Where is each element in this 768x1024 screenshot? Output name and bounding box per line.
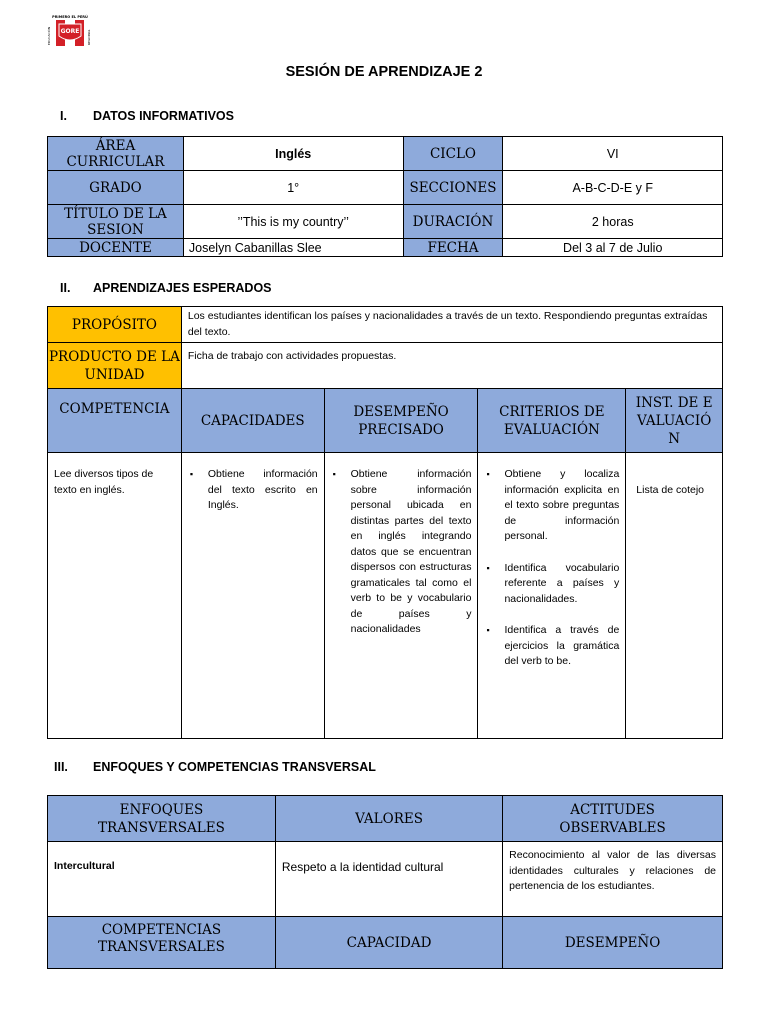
header-desempeno: DESEMPEÑO PRECISADO [324,389,478,453]
enfoque-text: Intercultural [48,842,276,917]
logo [47,14,93,50]
section3-heading [54,760,376,774]
docente-value: Joselyn Cabanillas Slee [183,239,403,257]
instrumento-text: Lista de cotejo [626,453,723,739]
section1-heading [60,109,234,123]
proposito-text: Los estudiantes identifican los países y nacionalidades a través de un texto. Respondiendo preguntas extraídas del texto. [181,307,722,343]
header-capacidad: CAPACIDAD [275,917,502,969]
header-valores: VALORES [275,796,502,842]
duracion-label: DURACIÓN [403,205,503,239]
section2-number: II. [60,281,71,295]
criterio-item: ▪ Identifica vocabulario referente a países y nacionalidades. [482,561,619,608]
titulo-label: TÍTULO DE LA SESION [48,205,184,239]
datos-table [47,136,723,257]
section2-title: APRENDIZAJES ESPERADOS [93,281,272,295]
logo-top-text: PRIMERO EL PERÚ [52,15,88,19]
actitud-text: Reconocimiento al valor de las diversas identidades culturales y relaciones de pertenencia de los estudiantes. [503,842,723,917]
ciclo-value: VI [503,137,723,171]
proposito-label: PROPÓSITO [48,307,182,343]
grado-value: 1° [183,171,403,205]
criterios-list [482,467,619,670]
fecha-label: FECHA [403,239,503,257]
duracion-value: 2 horas [503,205,723,239]
criterio-item: ▪ Obtiene y localiza información explicita en el texto sobre preguntas de información personal. [482,467,619,545]
capacidad-list [186,467,318,514]
docente-label: DOCENTE [48,239,184,257]
grado-label: GRADO [48,171,184,205]
competencia-text: Lee diversos tipos de texto en inglés. [48,453,182,739]
section2-heading [60,281,272,295]
capacidad-item: ▪ Obtiene información del texto escrito en Inglés. [186,467,318,514]
valor-text: Respeto a la identidad cultural [275,842,502,917]
page-title: SESIÓN DE APRENDIZAJE 2 [285,64,483,80]
header-actitudes: ACTITUDES OBSERVABLES [503,796,723,842]
header-enfoques: ENFOQUES TRANSVERSALES [48,796,276,842]
header-instrumento: INST. DE EVALUACIÓN [626,389,723,453]
aprendizajes-table [47,306,723,739]
desempeno-list [329,467,472,638]
section1-title: DATOS INFORMATIVOS [93,109,234,123]
logo-side-right: REGIONAL [87,29,91,45]
fecha-value: Del 3 al 7 de Julio [503,239,723,257]
ciclo-label: CICLO [403,137,503,171]
enfoques-table [47,795,723,969]
desempeno-item: ▪ Obtiene información sobre información personal ubicada en distintas partes del texto en inglés integrando datos que se encuentran dispersos con estructuras gramaticales tal como el verb to be y vocabulario de países y nacionalidades [329,467,472,638]
area-label: ÁREA CURRICULAR [48,137,184,171]
header-competencias-transversales: COMPETENCIAS TRANSVERSALES [48,917,276,969]
criterio-item: ▪ Identifica a través de ejercicios la gramática del verb to be. [482,623,619,670]
header-desempeno-transversal: DESEMPEÑO [503,917,723,969]
header-criterios: CRITERIOS DE EVALUACIÓN [478,389,626,453]
header-competencia: COMPETENCIA [48,389,182,453]
secciones-label: SECCIONES [403,171,503,205]
section3-title: ENFOQUES Y COMPETENCIAS TRANSVERSAL [93,760,376,774]
producto-text: Ficha de trabajo con actividades propuestas. [181,343,722,389]
producto-label: PRODUCTO DE LA UNIDAD [48,343,182,389]
logo-center-text: GORE [60,28,80,35]
titulo-value: ’’This is my country’’ [183,205,403,239]
header-capacidades: CAPACIDADES [181,389,324,453]
logo-side-left: EDUCACIÓN [47,26,51,45]
section3-number: III. [54,760,68,774]
secciones-value: A-B-C-D-E y F [503,171,723,205]
section1-number: I. [60,109,67,123]
area-value: Inglés [183,137,403,171]
